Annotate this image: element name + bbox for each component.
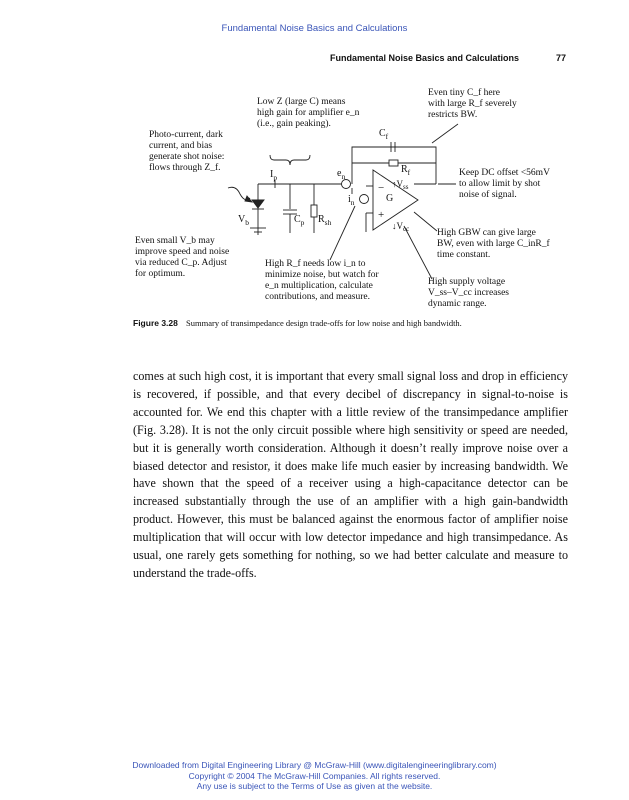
- annotation-supply: High supply voltage V_ss–V_cc increases dynamic range.: [428, 277, 509, 309]
- label-vb: $V_b$: [238, 214, 249, 227]
- label-minus: −: [378, 182, 385, 194]
- pointer-gbw: [414, 212, 437, 231]
- footer: [0, 760, 629, 792]
- light-arrowhead: [245, 196, 252, 202]
- low-z-bracket: [270, 155, 310, 165]
- pointer-high-rf: [330, 206, 355, 260]
- footer-line-1[interactable]: Downloaded from Digital Engineering Library @ McGraw-Hill (www.digitalengineeringlibrary.com): [132, 760, 497, 770]
- pointer-supply: [404, 226, 432, 279]
- figure-caption: [133, 318, 573, 328]
- label-ip: $I_p$: [270, 169, 278, 182]
- label-rsh: $R_{sh}$: [318, 214, 332, 227]
- caption-text: Summary of transimpedance design trade-offs for low noise and high bandwidth.: [186, 318, 462, 328]
- annotation-high-rf: High R_f needs low i_n to minimize noise, but watch for e_n multiplication, calculate contributions, and measure.: [265, 259, 379, 302]
- label-g: G: [386, 193, 394, 204]
- annotation-dc-offset: Keep DC offset <56mV to allow limit by shot noise of signal.: [459, 168, 550, 200]
- in-source: [360, 195, 369, 204]
- running-head: Fundamental Noise Basics and Calculations: [330, 53, 520, 63]
- rf-resistor: [389, 160, 398, 166]
- label-rf: $R_f$: [401, 164, 411, 177]
- annotation-photo-current: Photo-current, dark current, and bias generate shot noise: flows through Z_f.: [149, 130, 225, 173]
- pointer-tiny-cf: [432, 124, 458, 143]
- circuit-figure: [0, 0, 629, 330]
- caption-number: Figure 3.28: [133, 318, 178, 328]
- label-cf: $C_f$: [379, 128, 389, 141]
- label-plus: +: [378, 209, 385, 221]
- page-number: 77: [556, 53, 567, 63]
- label-cp: $C_p$: [294, 214, 305, 227]
- footer-line-3: Any use is subject to the Terms of Use as given at the website.: [196, 781, 433, 791]
- annotation-small-vb: Even small V_b may improve speed and noise via reduced C_p. Adjust for optimum.: [135, 236, 230, 279]
- label-in: $i_n$: [348, 194, 355, 207]
- photodiode-symbol: [252, 200, 264, 208]
- annotation-low-z: Low Z (large C) means high gain for amplifier e_n (i.e., gain peaking).: [257, 97, 360, 129]
- label-vss: $↑V_{ss}$: [392, 179, 409, 191]
- annotation-tiny-cf: Even tiny C_f here with large R_f severely restricts BW.: [428, 88, 517, 120]
- label-vcc: $↓V_{cc}$: [392, 221, 410, 233]
- footer-line-2: Copyright © 2004 The McGraw-Hill Companies. All rights reserved.: [188, 770, 441, 781]
- label-en: $e_n$: [337, 168, 346, 181]
- rsh-resistor: [311, 205, 317, 217]
- annotation-gbw: High GBW can give large BW, even with large C_inR_f time constant.: [437, 228, 550, 260]
- body-paragraph: comes at such high cost, it is important that every small signal loss and drop in efficiency is recovered, if possible, and that every decibel of discrepancy in signal-to-noise is accounted for. We end this chapter with a little review of the transimpedance amplifier (Fig. 3.28). It is not the only circuit possible where high sensitivity or speed are needed, but it is generally worth consideration. Although it doesn’t really improve noise over a biased detector and resistor, it does make life much easier by increasing bandwidth. We have shown that the speed of a receiver using a high-capacitance detector can be increased substantially through the use of an amplifier with a high gain-bandwidth product. However, this must be balanced against the enormous factor of amplifier noise multiplication that will occur with low detector impedance and high transimpedance. As usual, one rarely gets something for nothing, so we had better calculate and measure to understand the trade-offs.: [133, 369, 568, 580]
- top-link[interactable]: Fundamental Noise Basics and Calculations: [221, 23, 408, 34]
